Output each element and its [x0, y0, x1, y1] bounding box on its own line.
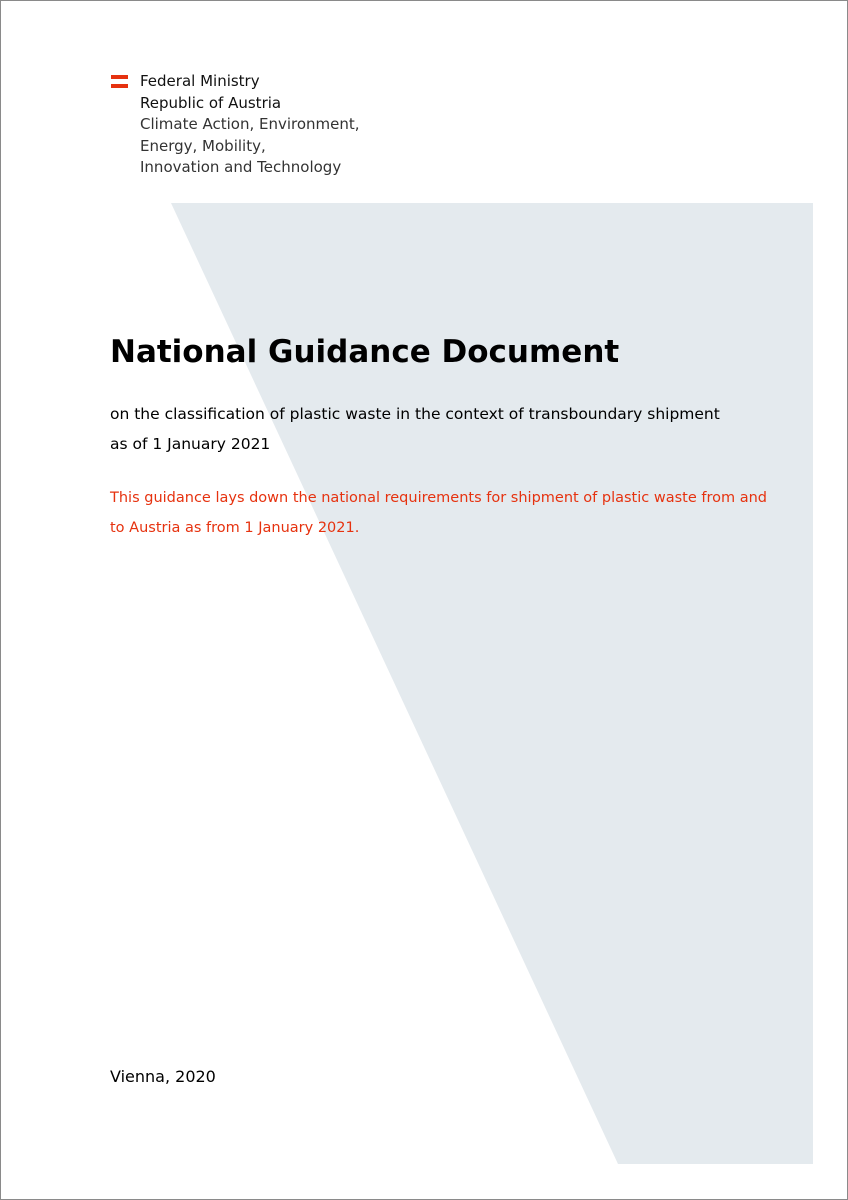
place-and-date: Vienna, 2020	[110, 1067, 216, 1086]
ministry-line-4: Energy, Mobility,	[140, 136, 266, 155]
guidance-notice: This guidance lays down the national requirements for shipment of plastic waste from and to Austria as from 1 January 2021.	[110, 490, 768, 536]
austria-flag-icon	[111, 75, 128, 89]
ministry-line-3: Climate Action, Environment,	[140, 115, 360, 133]
background-shape	[1, 1, 848, 1200]
ministry-line-1: Federal Ministry	[140, 72, 260, 90]
ministry-line-5: Innovation and Technology	[140, 158, 342, 176]
document-subtitle: on the classification of plastic waste in the context of transboundary shipment as of 1 January 2021	[110, 405, 720, 453]
document-title: National Guidance Document	[110, 334, 620, 370]
ministry-line-2: Republic of Austria	[140, 93, 282, 112]
ministry-name	[140, 71, 360, 179]
